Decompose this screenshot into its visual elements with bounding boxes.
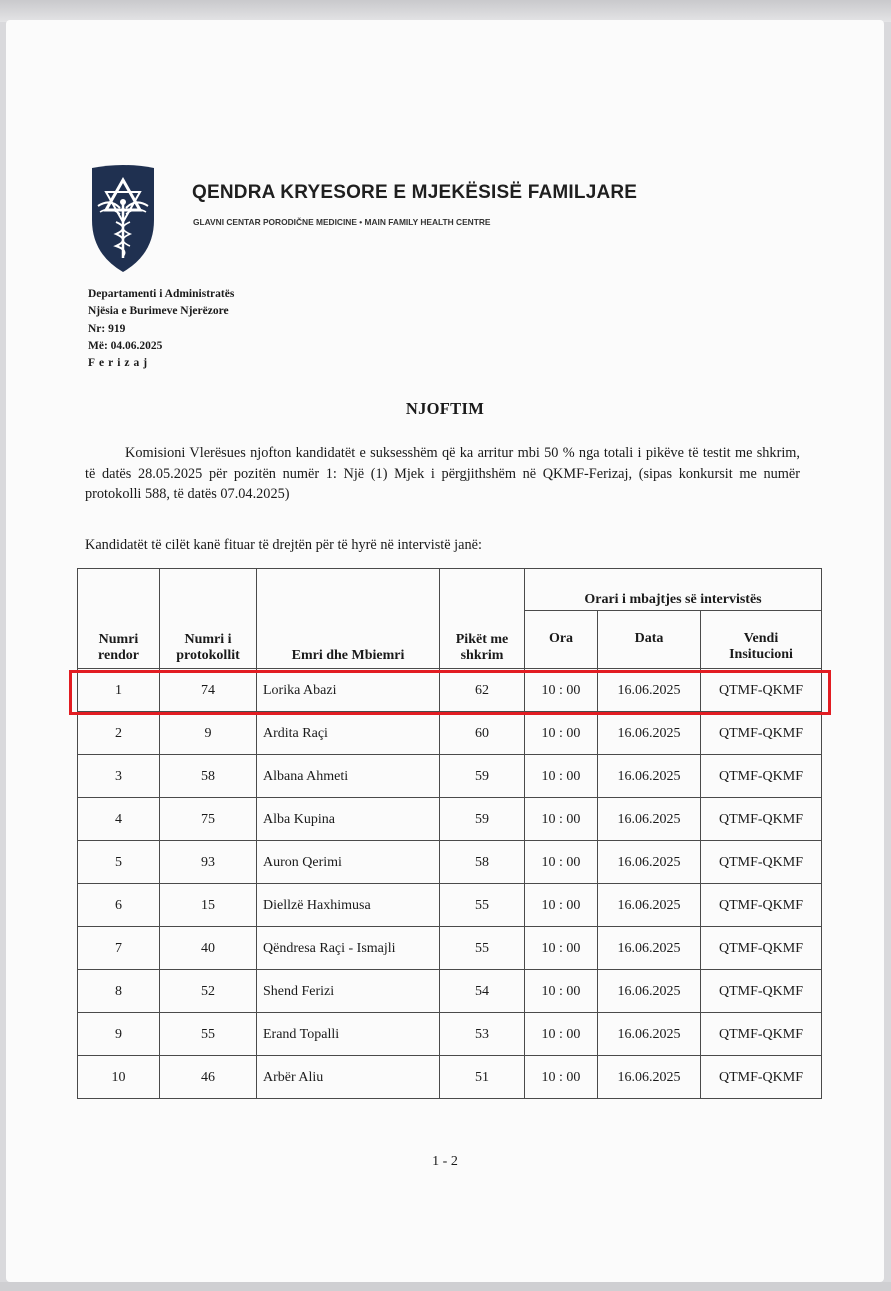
cell-protocol: 15 [160, 884, 257, 927]
cell-protocol: 46 [160, 1056, 257, 1099]
document-title: NJOFTIM [405, 399, 485, 418]
cell-rank: 1 [78, 669, 160, 712]
cell-venue: QTMF-QKMF [701, 1056, 822, 1099]
cell-time: 10 : 00 [525, 669, 598, 712]
cell-name: Erand Topalli [257, 1013, 440, 1056]
cell-points: 55 [440, 884, 525, 927]
cell-date: 16.06.2025 [598, 1056, 701, 1099]
cell-venue: QTMF-QKMF [701, 841, 822, 884]
table-row [78, 755, 822, 798]
document-meta [88, 286, 234, 372]
organization-subtitle: GLAVNI CENTAR PORODIČNE MEDICINE • MAIN FAMILY HEALTH CENTRE [193, 217, 491, 227]
cell-time: 10 : 00 [525, 927, 598, 970]
cell-date: 16.06.2025 [598, 755, 701, 798]
cell-rank: 9 [78, 1013, 160, 1056]
cell-points: 59 [440, 798, 525, 841]
reference-number: Nr: 919 [88, 322, 126, 335]
cell-venue: QTMF-QKMF [701, 884, 822, 927]
cell-name: Qëndresa Raçi - Ismajli [257, 927, 440, 970]
cell-rank: 8 [78, 970, 160, 1013]
header-date: Data [598, 611, 701, 669]
cell-date: 16.06.2025 [598, 798, 701, 841]
organization-title: QENDRA KRYESORE E MJEKËSISË FAMILJARE [192, 182, 638, 203]
cell-protocol: 93 [160, 841, 257, 884]
cell-points: 53 [440, 1013, 525, 1056]
cell-name: Shend Ferizi [257, 970, 440, 1013]
cell-protocol: 40 [160, 927, 257, 970]
cell-name: Diellzë Haxhimusa [257, 884, 440, 927]
table-row [78, 712, 822, 755]
cell-time: 10 : 00 [525, 970, 598, 1013]
cell-time: 10 : 00 [525, 798, 598, 841]
document-page [6, 20, 884, 1282]
cell-rank: 2 [78, 712, 160, 755]
cell-time: 10 : 00 [525, 884, 598, 927]
cell-protocol: 58 [160, 755, 257, 798]
intro-paragraph: Komisioni Vlerësues njofton kandidatët e suksesshëm që ka arritur mbi 50 % nga totali i pikëve të testit me shkrim, të datës 28.05.2025 për pozitën numër 1: Një (1) Mjek i përgjithshëm në QKMF-Ferizaj, (sipas konkursit me numër protokolli 588, të datës 07.04.2025) [85, 445, 800, 503]
cell-venue: QTMF-QKMF [701, 755, 822, 798]
cell-date: 16.06.2025 [598, 669, 701, 712]
cell-points: 58 [440, 841, 525, 884]
candidates-table [77, 568, 822, 1099]
cell-protocol: 9 [160, 712, 257, 755]
table-row [78, 841, 822, 884]
cell-points: 51 [440, 1056, 525, 1099]
department-name: Departamenti i Administratës [88, 288, 235, 300]
cell-rank: 7 [78, 927, 160, 970]
cell-name: Albana Ahmeti [257, 755, 440, 798]
header-schedule: Orari i mbajtjes së intervistës [525, 569, 822, 611]
page-number: 1 - 2 [432, 1154, 458, 1169]
table-row [78, 1013, 822, 1056]
table-row [78, 798, 822, 841]
cell-venue: QTMF-QKMF [701, 669, 822, 712]
table-row [78, 927, 822, 970]
cell-points: 55 [440, 927, 525, 970]
header-points: Pikët me shkrim [440, 569, 525, 669]
cell-date: 16.06.2025 [598, 712, 701, 755]
header-rank: Numri rendor [78, 569, 160, 669]
cell-time: 10 : 00 [525, 1013, 598, 1056]
cell-date: 16.06.2025 [598, 1013, 701, 1056]
cell-points: 60 [440, 712, 525, 755]
cell-rank: 5 [78, 841, 160, 884]
cell-date: 16.06.2025 [598, 927, 701, 970]
cell-rank: 4 [78, 798, 160, 841]
cell-time: 10 : 00 [525, 841, 598, 884]
cell-venue: QTMF-QKMF [701, 712, 822, 755]
table-row [78, 1056, 822, 1099]
header-protocol: Numri i protokollit [160, 569, 257, 669]
unit-name: Njësia e Burimeve Njerëzore [88, 305, 229, 318]
cell-venue: QTMF-QKMF [701, 1013, 822, 1056]
cell-name: Ardita Raçi [257, 712, 440, 755]
city-name: Ferizaj [88, 357, 152, 370]
header-name: Emri dhe Mbiemri [257, 569, 440, 669]
cell-time: 10 : 00 [525, 1056, 598, 1099]
cell-points: 62 [440, 669, 525, 712]
cell-points: 59 [440, 755, 525, 798]
cell-name: Auron Qerimi [257, 841, 440, 884]
cell-venue: QTMF-QKMF [701, 970, 822, 1013]
window-bottom-edge [0, 1282, 891, 1291]
cell-time: 10 : 00 [525, 755, 598, 798]
cell-rank: 10 [78, 1056, 160, 1099]
cell-venue: QTMF-QKMF [701, 798, 822, 841]
table-row [78, 884, 822, 927]
cell-date: 16.06.2025 [598, 884, 701, 927]
cell-protocol: 52 [160, 970, 257, 1013]
issue-date: Më: 04.06.2025 [88, 339, 163, 352]
cell-protocol: 74 [160, 669, 257, 712]
medical-emblem-shield-icon [88, 162, 158, 274]
cell-rank: 3 [78, 755, 160, 798]
cell-rank: 6 [78, 884, 160, 927]
window-top-edge [0, 0, 891, 22]
cell-points: 54 [440, 970, 525, 1013]
cell-name: Arbër Aliu [257, 1056, 440, 1099]
cell-time: 10 : 00 [525, 712, 598, 755]
cell-name: Alba Kupina [257, 798, 440, 841]
cell-name: Lorika Abazi [257, 669, 440, 712]
header-time: Ora [525, 611, 598, 669]
cell-protocol: 55 [160, 1013, 257, 1056]
highlight-box-first-row [69, 670, 831, 715]
cell-date: 16.06.2025 [598, 841, 701, 884]
cell-venue: QTMF-QKMF [701, 927, 822, 970]
table-lead-text: Kandidatët të cilët kanë fituar të drejtën për të hyrë në intervistë janë: [85, 537, 482, 553]
header-venue: Vendi Insitucioni [701, 611, 822, 669]
table-row [78, 970, 822, 1013]
cell-protocol: 75 [160, 798, 257, 841]
cell-date: 16.06.2025 [598, 970, 701, 1013]
